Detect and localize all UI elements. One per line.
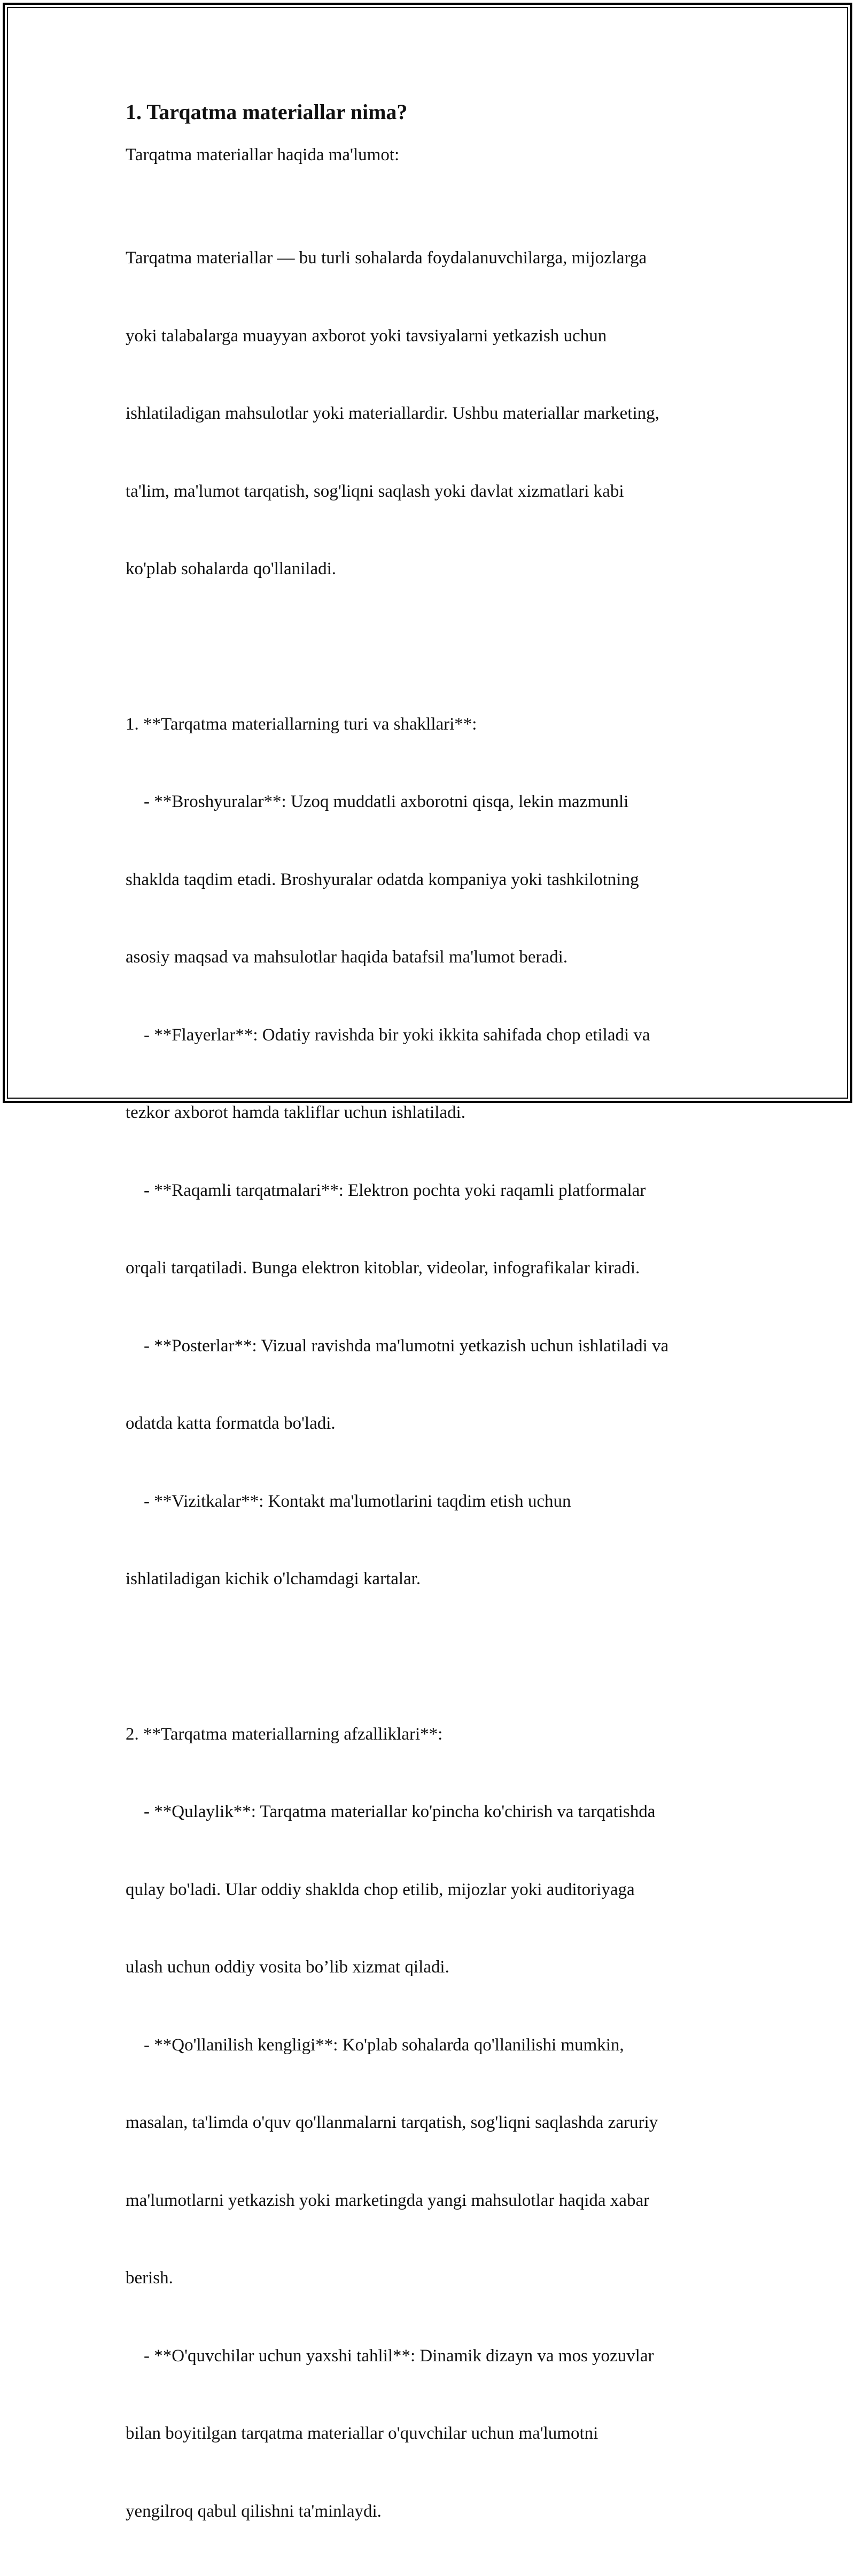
list-item-line: ulash uchun oddiy vosita bo’lib xizmat qiladi. (126, 1954, 740, 1980)
list-item-line: yengilroq qabul qilishni ta'minlaydi. (126, 2499, 740, 2525)
list-item-line (126, 1333, 740, 1359)
list-item-text: - **Qulaylik**: Tarqatma materiallar ko'pincha ko'chirish va tarqatishda (144, 1802, 655, 1821)
list-item-line: shaklda taqdim etadi. Broshyuralar odatda kompaniya yoki tashkilotning (126, 867, 740, 893)
section-heading: 1. **Tarqatma materiallarning turi va shakllari**: (126, 711, 740, 738)
list-item-line: tezkor axborot hamda takliflar uchun ishlatiladi. (126, 1100, 740, 1126)
paragraph-definition (126, 193, 740, 634)
list-item-text: - **Flayerlar**: Odatiy ravishda bir yoki ikkita sahifada chop etiladi va (144, 1025, 650, 1045)
document-body (126, 99, 740, 2576)
spacer (126, 168, 740, 193)
paragraph-line: Tarqatma materiallar — bu turli sohalarda foydalanuvchilarga, mijozlarga (126, 245, 740, 271)
list-item-line (126, 2343, 740, 2369)
spacer (126, 1644, 740, 1670)
list-item-line (126, 1489, 740, 1515)
list-item-line: ishlatiladigan kichik o'lchamdagi kartalar. (126, 1566, 740, 1592)
document-title: 1. Tarqatma materiallar nima? (126, 99, 740, 125)
list-item-text: - **Vizitkalar**: Kontakt ma'lumotlarini taqdim etish uchun (144, 1492, 571, 1511)
intro-line: Tarqatma materiallar haqida ma'lumot: (126, 142, 740, 168)
list-item-line (126, 789, 740, 815)
list-item-line: odatda katta formatda bo'ladi. (126, 1411, 740, 1437)
list-item-text: - **Broshyuralar**: Uzoq muddatli axborotni qisqa, lekin mazmunli (144, 792, 628, 811)
paragraph-line: yoki talabalarga muayyan axborot yoki tavsiyalarni yetkazish uchun (126, 323, 740, 349)
list-item-text: - **O'quvchilar uchun yaxshi tahlil**: Dinamik dizayn va mos yozuvlar (144, 2346, 654, 2366)
list-item-line: bilan boyitilgan tarqatma materiallar o'quvchilar uchun ma'lumotni (126, 2421, 740, 2447)
list-item-line (126, 1178, 740, 1204)
list-item-line: asosiy maqsad va mahsulotlar haqida batafsil ma'lumot beradi. (126, 944, 740, 970)
section-heading: 2. **Tarqatma materiallarning afzalliklari**: (126, 1721, 740, 1748)
list-item-line (126, 2032, 740, 2058)
list-item-line: masalan, ta'limda o'quv qo'llanmalarni tarqatish, sog'liqni saqlashda zaruriy (126, 2110, 740, 2136)
list-item-line (126, 1799, 740, 1825)
paragraph-line: ko'plab sohalarda qo'llaniladi. (126, 556, 740, 582)
list-item-text: - **Raqamli tarqatmalari**: Elektron pochta yoki raqamli platformalar (144, 1181, 646, 1200)
spacer (126, 634, 740, 660)
paragraph-line: ta'lim, ma'lumot tarqatish, sog'liqni saqlash yoki davlat xizmatlari kabi (126, 479, 740, 505)
list-item-line: ma'lumotlarni yetkazish yoki marketingda yangi mahsulotlar haqida xabar (126, 2188, 740, 2214)
list-item-line: berish. (126, 2265, 740, 2291)
list-item-line: qulay bo'ladi. Ular oddiy shaklda chop etilib, mijozlar yoki auditoriyaga (126, 1877, 740, 1903)
section-advantages (126, 1670, 740, 2576)
list-item-line: orqali tarqatiladi. Bunga elektron kitoblar, videolar, infografikalar kiradi. (126, 1255, 740, 1281)
section-types (126, 660, 740, 1644)
list-item-text: - **Posterlar**: Vizual ravishda ma'lumotni yetkazish uchun ishlatiladi va (144, 1336, 669, 1356)
list-item-text: - **Qo'llanilish kengligi**: Ko'plab sohalarda qo'llanilishi mumkin, (144, 2035, 624, 2055)
paragraph-line: ishlatiladigan mahsulotlar yoki materiallardir. Ushbu materiallar marketing, (126, 401, 740, 427)
list-item-line (126, 1022, 740, 1048)
